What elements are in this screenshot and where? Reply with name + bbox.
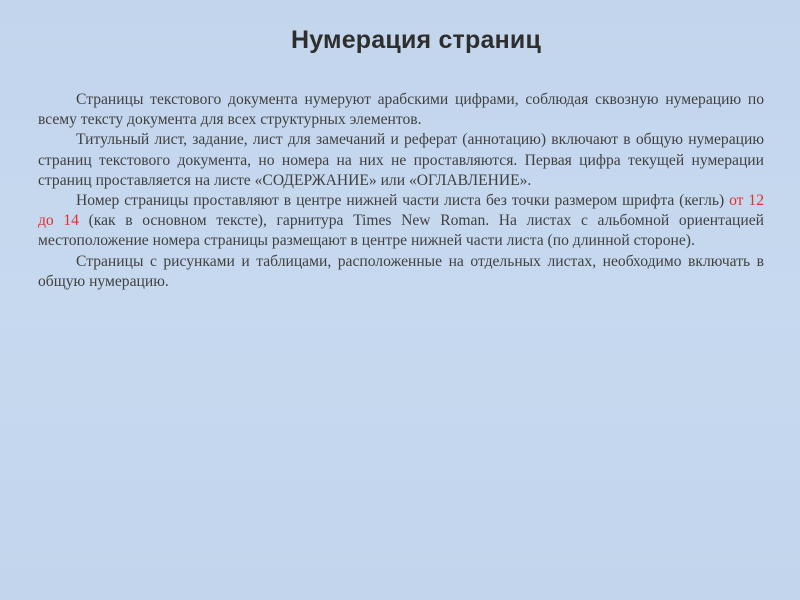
slide-title: Нумерация страниц: [290, 26, 542, 54]
paragraph-title-page-numbering: Титульный лист, задание, лист для замечаний и реферат (аннотацию) включают в общую нумерацию страниц текстового документа, но номера на них не проставляются. Первая цифра текущей нумерации страниц проставляется на листе «СОДЕРЖАНИЕ» или «ОГЛАВЛЕНИЕ».: [38, 131, 764, 189]
slide-body: [38, 90, 764, 292]
paragraph-text-before-highlight: Номер страницы проставляют в центре нижней части листа без точки размером шрифта (кегль): [76, 192, 730, 210]
font-size-highlight: от 12 до 14: [38, 192, 764, 230]
paragraph-page-numbering-arabic: Страницы текстового документа нумеруют арабскими цифрами, соблюдая сквозную нумерацию по всему тексту документа для всех структурных элементов.: [38, 91, 764, 129]
paragraph-page-number-position: [38, 191, 764, 252]
paragraph-text-after-highlight: (как в основном тексте), гарнитура Times New Roman. На листах с альбомной ориентацией местоположение номера страницы размещают в центре нижней части листа (по длинной стороне).: [38, 212, 764, 250]
paragraph-figures-tables-numbering: Страницы с рисунками и таблицами, расположенные на отдельных листах, необходимо включать в общую нумерацию.: [38, 252, 764, 290]
